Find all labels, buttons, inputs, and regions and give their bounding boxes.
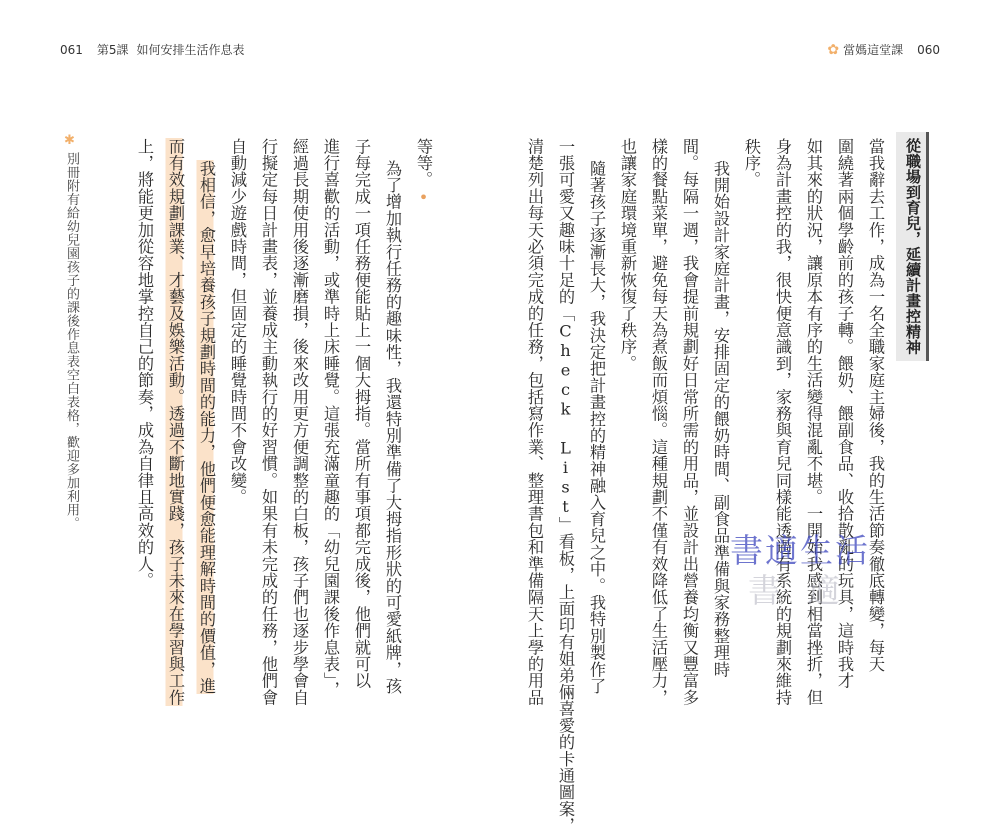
column-text: 等等。 — [414, 138, 433, 189]
highlighted-column: 我相信，愈早培養孩子規劃時間的能力，他們便愈能理解時間的價值，進 — [193, 160, 217, 694]
body-column: 子每完成一項任務便能貼上一個大拇指。當所有事項都完成後，他們就可以 — [352, 138, 371, 690]
body-column: 秩序。 — [742, 138, 761, 189]
body-column: 清楚列出每天必須完成的任務，包括寫作業、整理書包和準備隔天上學的用品 — [525, 138, 544, 706]
right-page-header — [827, 41, 940, 58]
section-heading: 從職場到育兒，延續計畫控精神 — [896, 132, 929, 361]
left-page-number: 061 — [60, 43, 83, 57]
body-column: 樣的餐點菜單，避免每天為煮飯而煩惱。這種規劃不僅有效降低了生活壓力， — [649, 138, 668, 706]
body-column: 身為計畫控的我，很快便意識到，家務與育兒同樣能透過有系統的規劃來維持 — [773, 138, 792, 706]
body-column: 間。每隔一週，我會提前規劃好日常所需的用品，並設計出營養均衡又豐富多 — [680, 138, 699, 706]
body-column: 為了增加執行任務的趣味性，我還特別準備了大拇指形狀的可愛紙牌，孩 — [383, 160, 402, 695]
bullet-dot-icon: • — [414, 188, 433, 208]
watermark-line-2: 書適 — [748, 571, 866, 610]
body-column: 進行喜歡的活動，或準時上床睡覺。這張充滿童趣的「幼兒園課後作息表」， — [321, 138, 340, 698]
body-column: 我開始設計家庭計畫，安排固定的餵奶時間、副食品準備與家務整理時 — [711, 160, 730, 678]
right-page-number: 060 — [917, 43, 940, 57]
body-column: 自動減少遊戲時間，但固定的睡覺時間不會改變。 — [228, 138, 247, 506]
body-column: 一張可愛又趣味十足的「Check List」看板，上面印有姐弟倆喜愛的卡通圖案， — [556, 138, 575, 834]
body-column: 隨著孩子逐漸長大，我決定把計畫控的精神融入育兒之中。我特別製作了 — [587, 160, 606, 695]
left-lesson-label: 第5課 — [96, 43, 129, 57]
body-column: 如其來的狀況，讓原本有序的生活變得混亂不堪。一開始我感到相當挫折，但 — [804, 138, 823, 706]
footnote-flower-icon: ✱ — [64, 133, 75, 148]
body-column: 上，將能更加從容地掌控自己的節奏，成為自律且高效的人。 — [135, 138, 154, 589]
right-book-title: 當媽這堂課 — [843, 43, 904, 57]
body-column: 也讓家庭環境重新恢復了秩序。 — [618, 138, 637, 372]
watermark-line-1: 書適生活 — [730, 531, 870, 570]
body-column: 行擬定每日計畫表，並養成主動執行的好習慣。如果有未完成的任務，他們會 — [259, 138, 278, 706]
body-column: 經過長期使用後逐漸磨損，後來改用更方便調整的白板，孩子們也逐步學會自 — [290, 138, 309, 706]
left-page-header — [60, 41, 245, 58]
body-column: 圍繞著兩個學齡前的孩子轉。餵奶、餵副食品、收拾散亂的玩具，這時我才 — [835, 138, 854, 690]
highlighted-column: 而有效規劃課業、才藝及娛樂活動。透過不斷地實踐，孩子未來在學習與工作 — [162, 138, 186, 706]
flower-icon: ✿ — [827, 42, 840, 58]
body-column — [410, 138, 434, 208]
body-column: 當我辭去工作，成為一名全職家庭主婦後，我的生活節奏徹底轉變，每天 — [866, 138, 885, 673]
footnote: 別冊附有給幼兒園孩子的課後作息表空白表格，歡迎多加利用。 — [64, 152, 79, 530]
left-chapter-title: 如何安排生活作息表 — [136, 43, 245, 57]
